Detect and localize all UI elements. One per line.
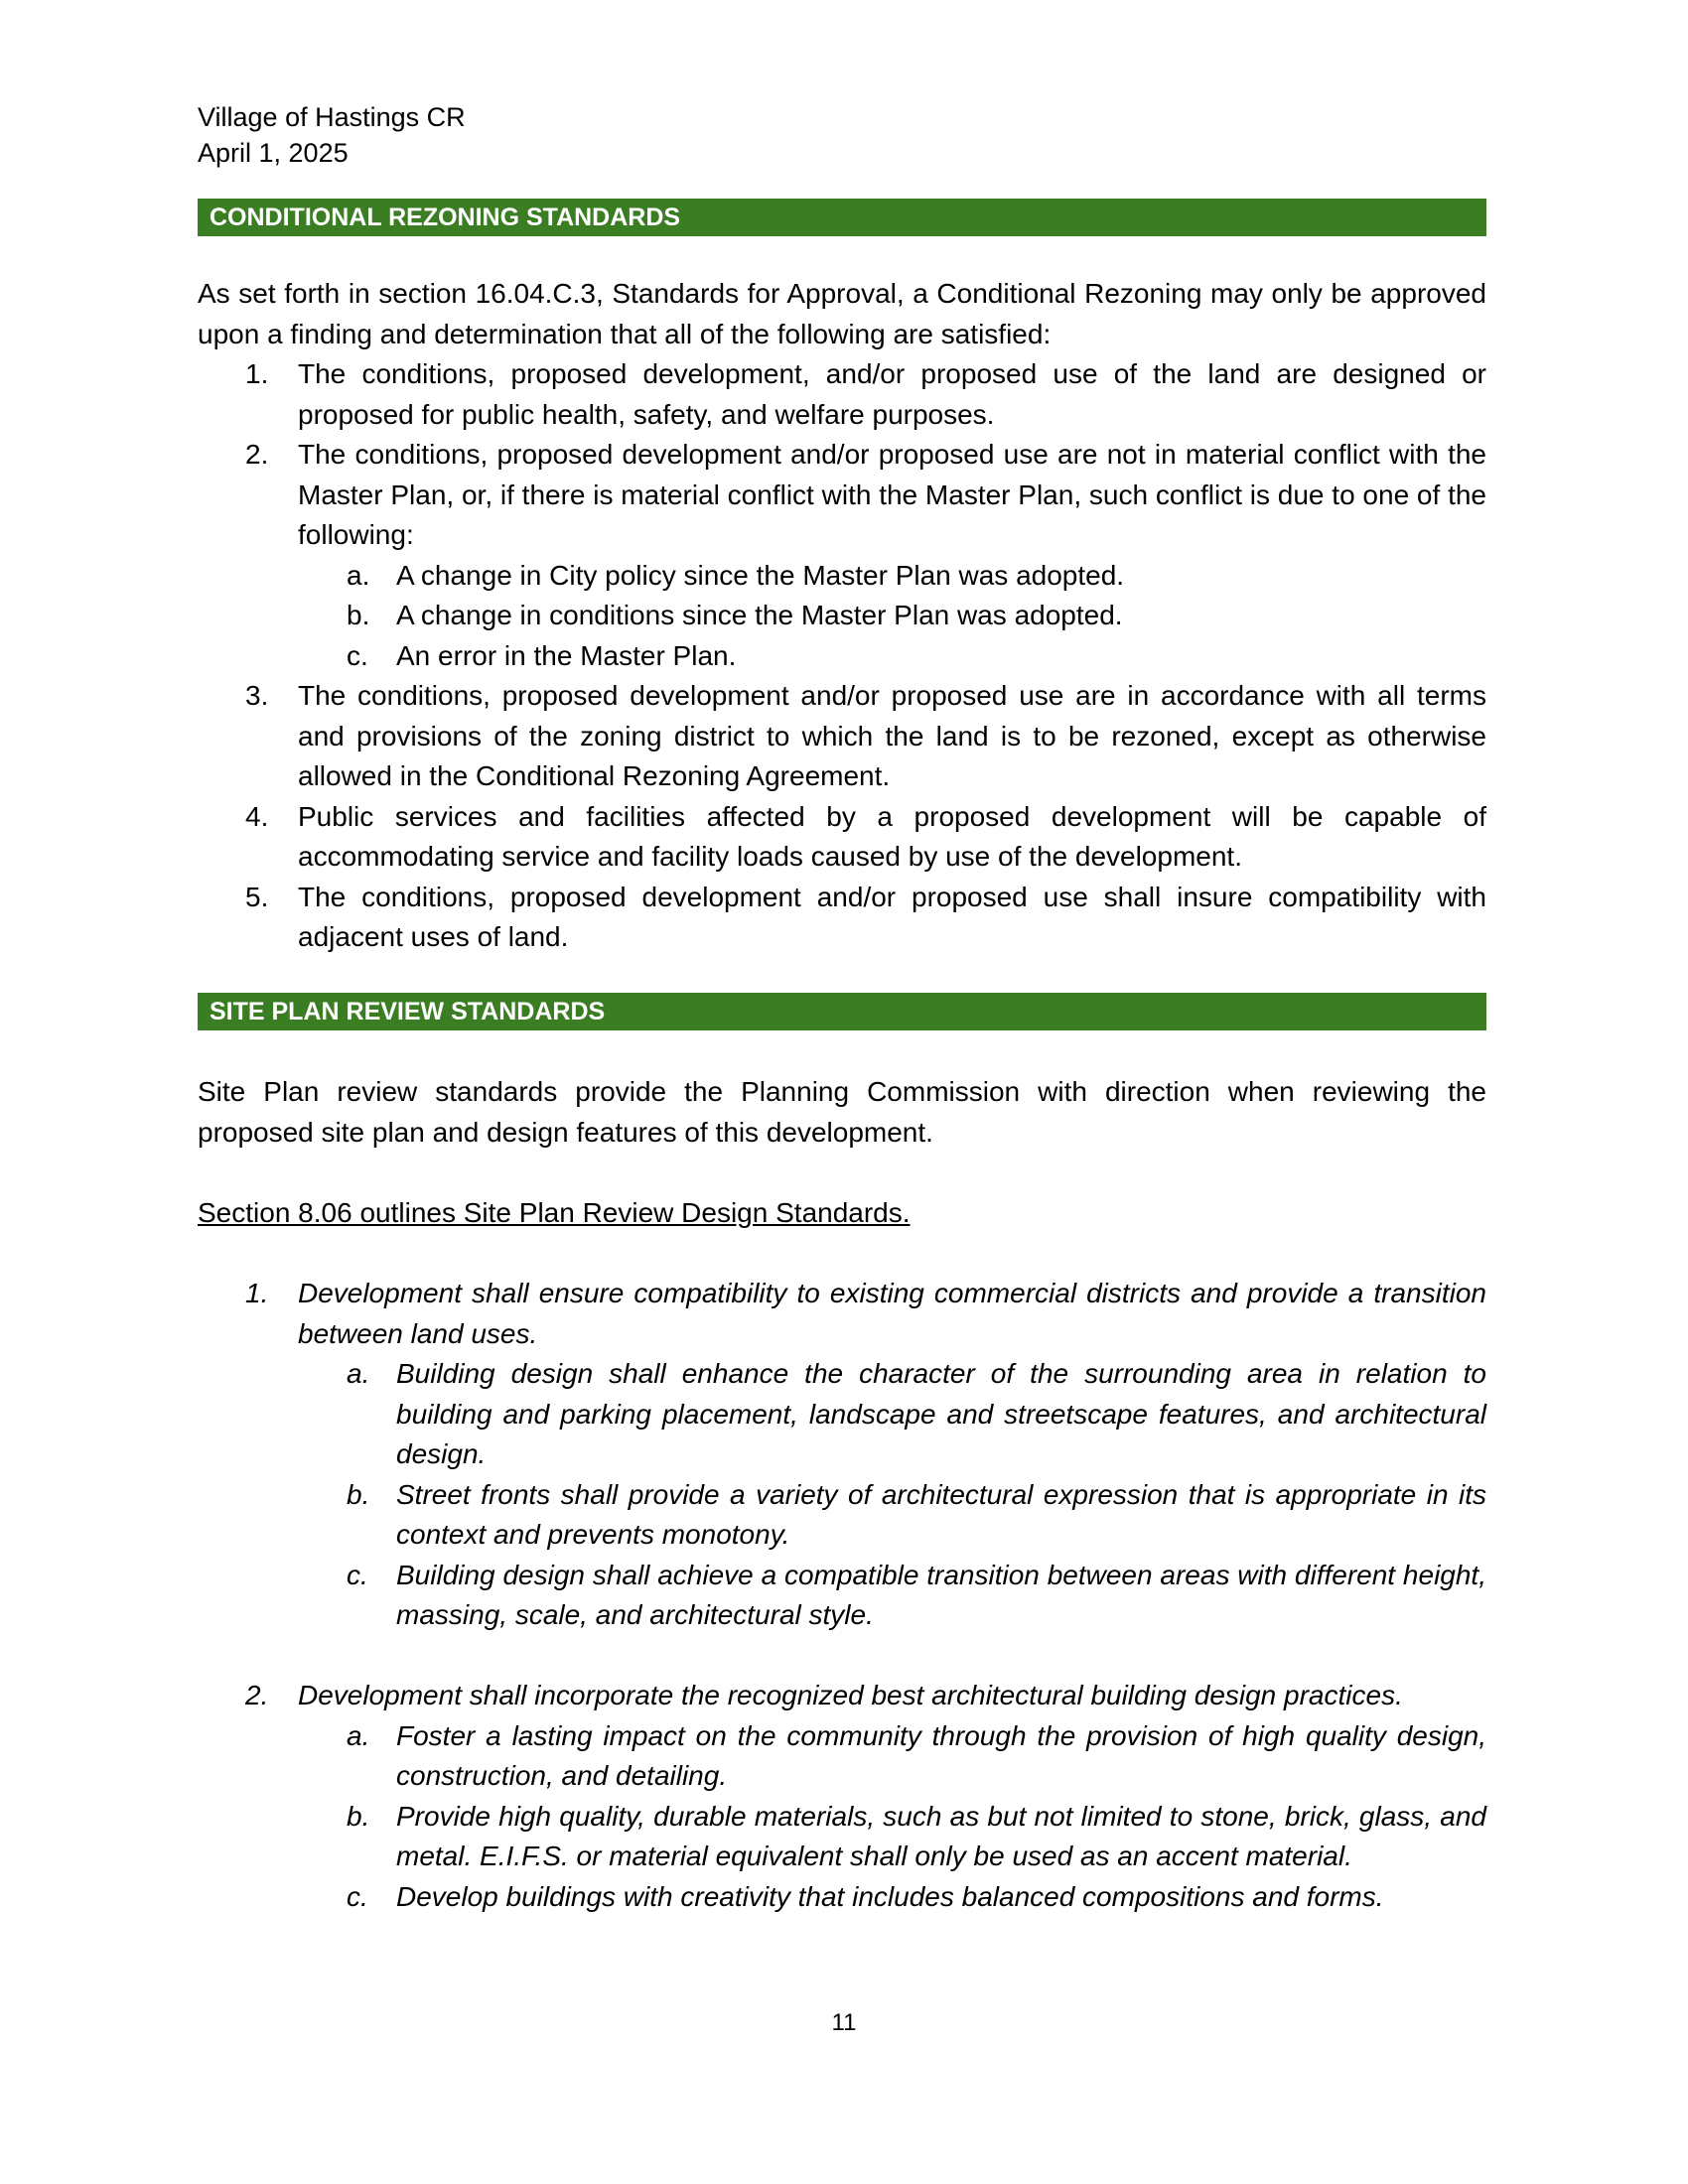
list-spacer: [198, 1636, 1486, 1677]
list-item-number: 4.: [245, 800, 269, 832]
sub-list-item: [198, 636, 1486, 677]
list-item-number: 2.: [245, 439, 269, 470]
sub-list-item-letter: c.: [347, 1880, 368, 1912]
list-item: [198, 1274, 1486, 1354]
section2-subheading: Section 8.06 outlines Site Plan Review Design Standards.: [198, 1197, 911, 1228]
list-item-text: The conditions, proposed development, and/or proposed use of the land are designed or proposed for public health, safety, and welfare purposes.: [298, 358, 1486, 430]
list-item-text: Development shall incorporate the recognized best architectural building design practices.: [298, 1680, 1403, 1710]
sub-list-item: [198, 596, 1486, 636]
list-item-text: The conditions, proposed development and/or proposed use are in accordance with all terms and provisions of the zoning district to which the land is to be rezoned, except as otherwise allowed in the Conditional Rezoning Agreement.: [298, 680, 1486, 791]
sub-list-item-text: Foster a lasting impact on the community through the provision of high quality design, construction, and detailing.: [396, 1719, 1486, 1791]
list-item: [198, 435, 1486, 556]
list-item-text: Public services and facilities affected by a proposed development will be capable of accommodating service and facility loads caused by use of the development.: [298, 800, 1486, 872]
sub-list-item-text: An error in the Master Plan.: [396, 639, 737, 671]
list-item-text: Development shall ensure compatibility to existing commercial districts and provide a transition between land uses.: [298, 1278, 1486, 1349]
sub-list-item-text: A change in conditions since the Master Plan was adopted.: [396, 600, 1123, 630]
sub-list-item: [198, 1797, 1486, 1877]
list-item-number: 1.: [245, 1278, 269, 1308]
sub-list-item-letter: c.: [347, 1559, 368, 1590]
list-item: [198, 878, 1486, 958]
list-item-text: The conditions, proposed development and/or proposed use shall insure compatibility with adjacent uses of land.: [298, 881, 1486, 952]
sub-list-item: [198, 1354, 1486, 1475]
list-item-number: 5.: [245, 881, 269, 912]
sub-list-item: [198, 1716, 1486, 1797]
sub-list-item-text: Building design shall achieve a compatible transition between areas with different height, massing, scale, and architectural style.: [396, 1559, 1486, 1630]
section1-list: [198, 354, 1486, 958]
header-date: April 1, 2025: [198, 138, 349, 168]
sub-list-item-text: A change in City policy since the Master Plan was adopted.: [396, 559, 1125, 591]
page-number: 11: [831, 2009, 857, 2036]
sub-list-item-letter: a.: [347, 559, 370, 591]
sub-list-item: [198, 1556, 1486, 1636]
sub-list-item-letter: a.: [347, 1719, 370, 1751]
list-item-number: 1.: [245, 358, 269, 389]
list-item-number: 3.: [245, 680, 269, 711]
section2-list: [198, 1274, 1486, 1917]
sub-list-item-letter: a.: [347, 1358, 370, 1389]
list-item: [198, 676, 1486, 797]
list-item-number: 2.: [245, 1680, 269, 1710]
section-heading-conditional-rezoning: CONDITIONAL REZONING STANDARDS: [198, 199, 1486, 236]
sub-list-item-letter: b.: [347, 1800, 370, 1832]
sub-list-item: [198, 1877, 1486, 1918]
header-organization: Village of Hastings CR: [198, 102, 466, 132]
list-item: [198, 354, 1486, 435]
section2-intro: Site Plan review standards provide the Planning Commission with direction when reviewing the proposed site plan and design features of this development.: [198, 1076, 1486, 1148]
sub-list-item: [198, 1475, 1486, 1556]
list-item: [198, 1676, 1486, 1716]
sub-list-item-letter: b.: [347, 600, 370, 630]
sub-list-item-text: Street fronts shall provide a variety of architectural expression that is appropriate in its context and prevents monotony.: [396, 1478, 1486, 1550]
list-item: [198, 797, 1486, 878]
sub-list-item-text: Provide high quality, durable materials, such as but not limited to stone, brick, glass, and metal. E.I.F.S. or material equivalent shall only be used as an accent material.: [396, 1800, 1486, 1871]
sub-list-item: [198, 556, 1486, 597]
list-item-text: The conditions, proposed development and/or proposed use are not in material conflict with the Master Plan, or, if there is material conflict with the Master Plan, such conflict is due to one of the following:: [298, 439, 1486, 550]
sub-list-item-letter: c.: [347, 639, 368, 671]
section1-intro: As set forth in section 16.04.C.3, Standards for Approval, a Conditional Rezoning may only be approved upon a finding and determination that all of the following are satisfied:: [198, 278, 1486, 349]
sub-list-item-text: Develop buildings with creativity that includes balanced compositions and forms.: [396, 1880, 1384, 1912]
sub-list-item-letter: b.: [347, 1478, 370, 1510]
section-heading-site-plan-review: SITE PLAN REVIEW STANDARDS: [198, 993, 1486, 1030]
sub-list-item-text: Building design shall enhance the character of the surrounding area in relation to building and parking placement, landscape and streetscape features, and architectural design.: [396, 1358, 1486, 1469]
